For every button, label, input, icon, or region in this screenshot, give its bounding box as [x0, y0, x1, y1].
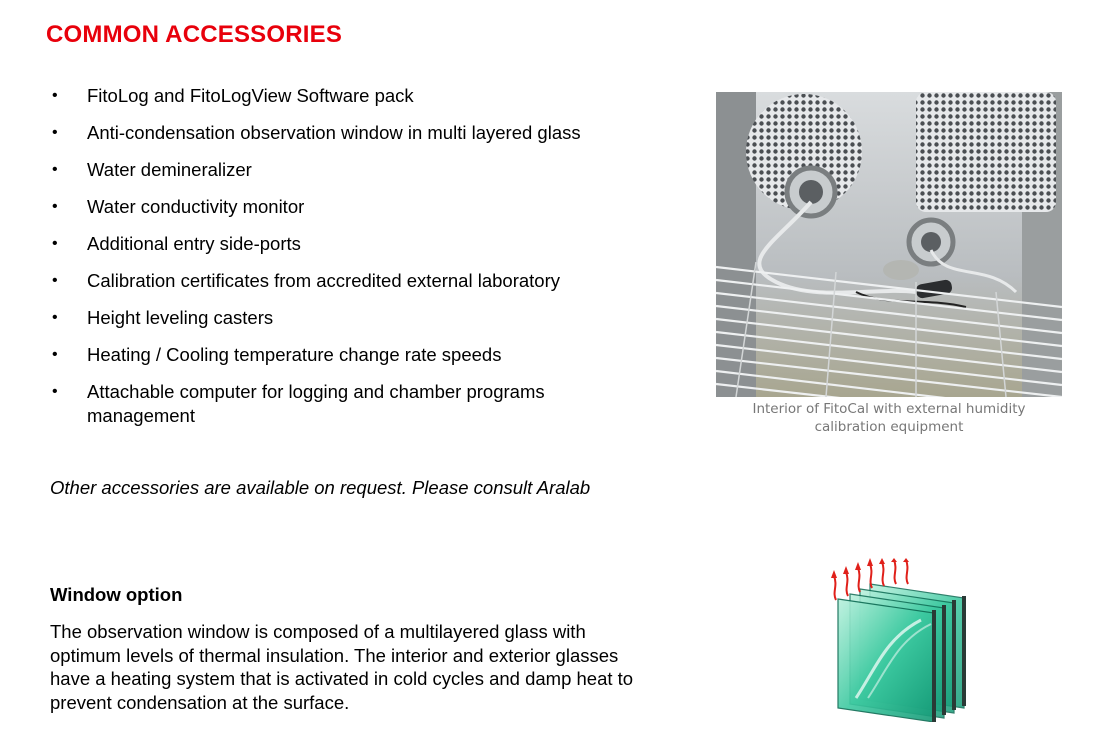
list-item-text: Calibration certificates from accredited external laboratory: [87, 270, 560, 291]
bullet-icon: •: [52, 235, 58, 252]
bullet-icon: •: [52, 346, 58, 363]
bullet-icon: •: [52, 272, 58, 289]
bullet-icon: •: [52, 309, 58, 326]
accessories-list: [50, 84, 650, 441]
bullet-icon: •: [52, 198, 58, 215]
list-item: [50, 121, 650, 145]
list-item-text: FitoLog and FitoLogView Software pack: [87, 85, 414, 106]
chamber-interior-photo: [716, 92, 1062, 397]
accessories-note: Other accessories are available on request. Please consult Aralab: [50, 477, 591, 498]
bullet-icon: •: [52, 87, 58, 104]
list-item: [50, 380, 650, 428]
list-item-text: Anti-condensation observation window in multi layered glass: [87, 122, 581, 143]
list-item-text: Additional entry side-ports: [87, 233, 301, 254]
window-option-title: Window option: [50, 584, 183, 605]
list-item: [50, 269, 650, 293]
list-item-text: Heating / Cooling temperature change rate speeds: [87, 344, 502, 365]
window-option-description: The observation window is composed of a multilayered glass with optimum levels of thermal insulation. The interior and exterior glasses have a heating system that is activated in cold cycles and damp heat to prevent condensation at the surface.: [50, 621, 634, 713]
list-item: [50, 232, 650, 256]
list-item: [50, 158, 650, 182]
bullet-icon: •: [52, 124, 58, 141]
section-title: COMMON ACCESSORIES: [46, 21, 343, 48]
list-item-text: Water demineralizer: [87, 159, 252, 180]
photo-caption: Interior of FitoCal with external humidity calibration equipment: [752, 401, 1026, 435]
list-item-text: Height leveling casters: [87, 307, 274, 328]
multilayer-glass-icon: [826, 558, 971, 722]
list-item-text: Attachable computer for logging and chamber programs management: [87, 381, 545, 426]
bullet-icon: •: [52, 383, 58, 400]
list-item: [50, 306, 650, 330]
list-item: [50, 343, 650, 367]
list-item: [50, 84, 650, 108]
list-item-text: Water conductivity monitor: [87, 196, 305, 217]
list-item: [50, 195, 650, 219]
bullet-icon: •: [52, 161, 58, 178]
